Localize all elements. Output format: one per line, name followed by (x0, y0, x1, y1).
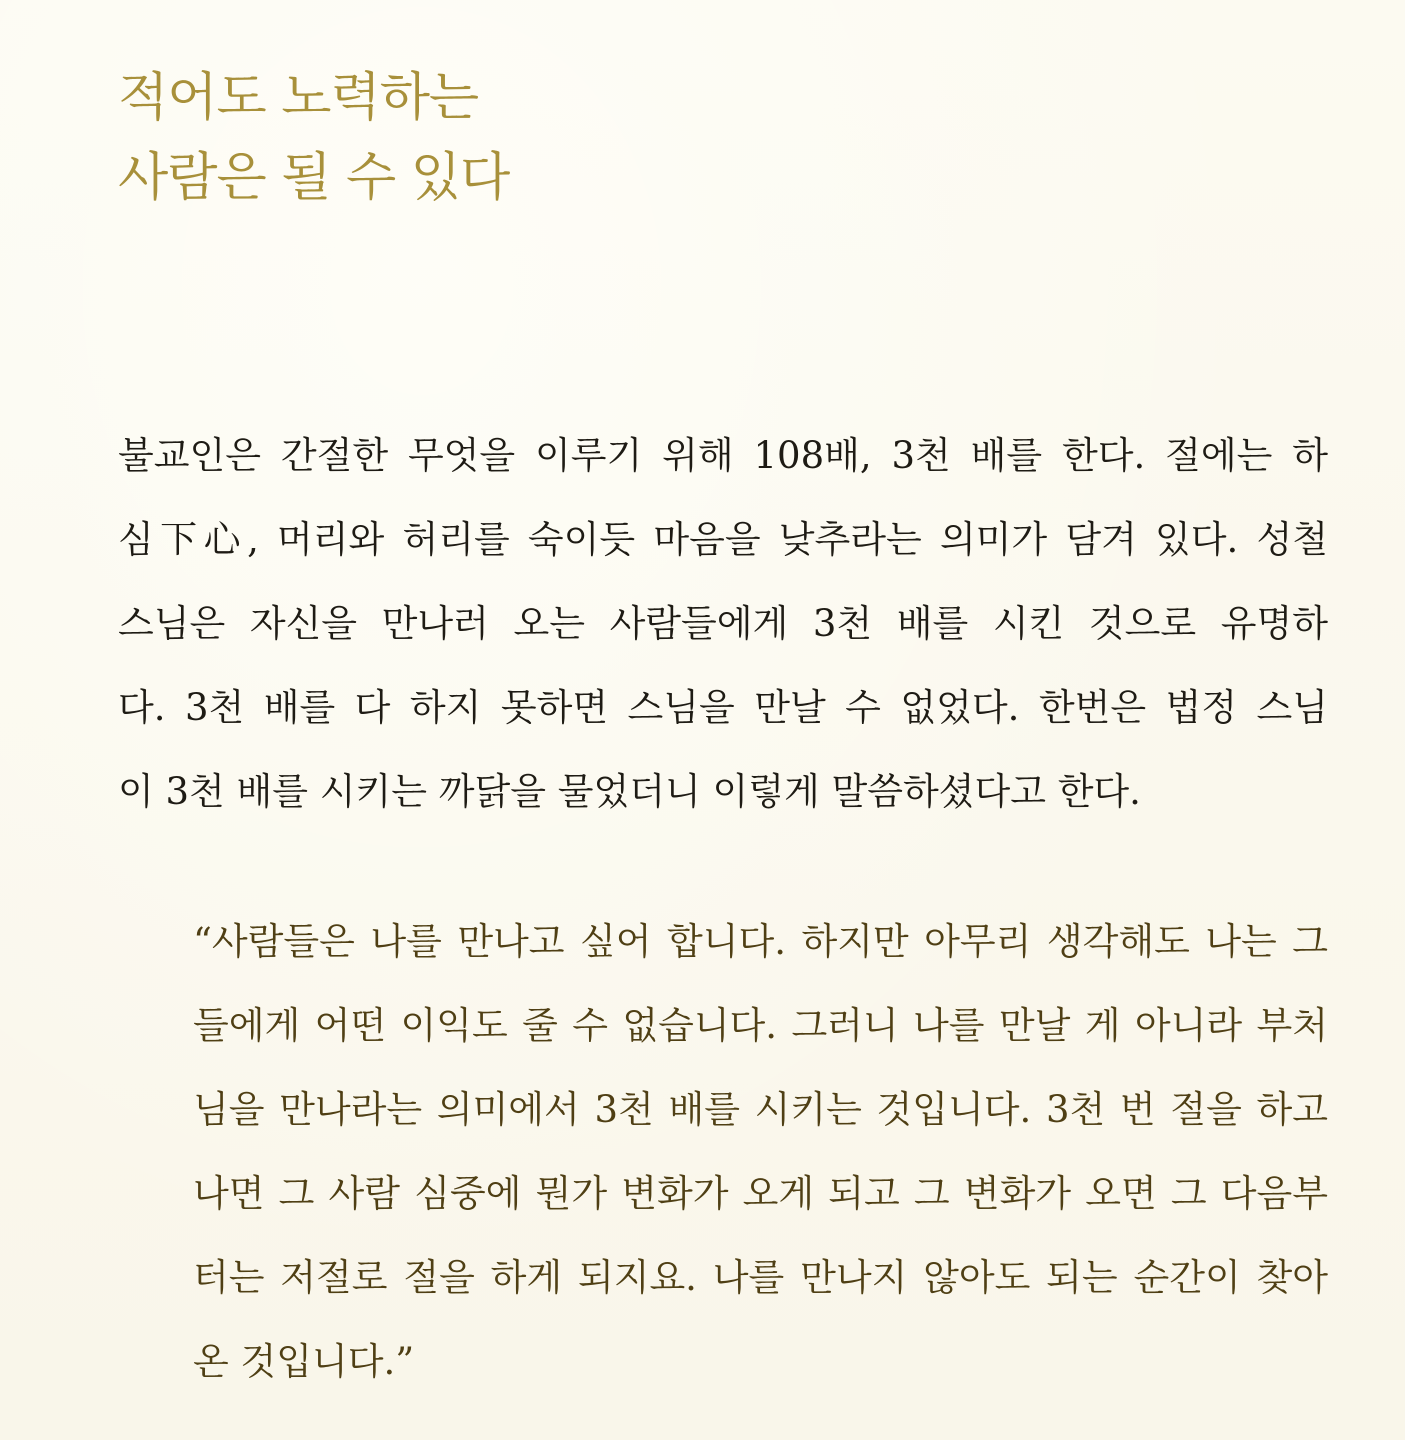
chapter-title (118, 58, 509, 218)
paragraph-line: 다. 3천 배를 다 하지 못하면 스님을 만날 수 없었다. 한번은 법정 스님 (118, 686, 1328, 729)
chapter-title-line: 사람은 될 수 있다 (118, 148, 510, 208)
quote-line: 온 것입니다.” (193, 1340, 415, 1383)
quote-line: 터는 저절로 절을 하게 되지요. 나를 만나지 않아도 되는 순간이 찾아 (193, 1256, 1328, 1299)
quote-line: 들에게 어떤 이익도 줄 수 없습니다. 그러니 나를 만날 게 아니라 부처 (193, 1004, 1328, 1047)
quote-paragraph (193, 900, 1328, 1404)
paragraph-line: 이 3천 배를 시키는 까닭을 물었더니 이렇게 말씀하셨다고 한다. (118, 770, 1141, 813)
quote-line: 나면 그 사람 심중에 뭔가 변화가 오게 되고 그 변화가 오면 그 다음부 (193, 1172, 1328, 1215)
quote-line: “사람들은 나를 만나고 싶어 합니다. 하지만 아무리 생각해도 나는 그 (193, 920, 1328, 963)
paragraph-line: 스님은 자신을 만나러 오는 사람들에게 3천 배를 시킨 것으로 유명하 (118, 602, 1328, 645)
quote-line: 님을 만나라는 의미에서 3천 배를 시키는 것입니다. 3천 번 절을 하고 (193, 1088, 1328, 1131)
body-paragraph (118, 414, 1328, 834)
chapter-title-line: 적어도 노력하는 (118, 68, 479, 128)
paragraph-line: 불교인은 간절한 무엇을 이루기 위해 108배, 3천 배를 한다. 절에는 하 (118, 434, 1328, 477)
paragraph-line: 심下心, 머리와 허리를 숙이듯 마음을 낮추라는 의미가 담겨 있다. 성철 (118, 518, 1328, 561)
